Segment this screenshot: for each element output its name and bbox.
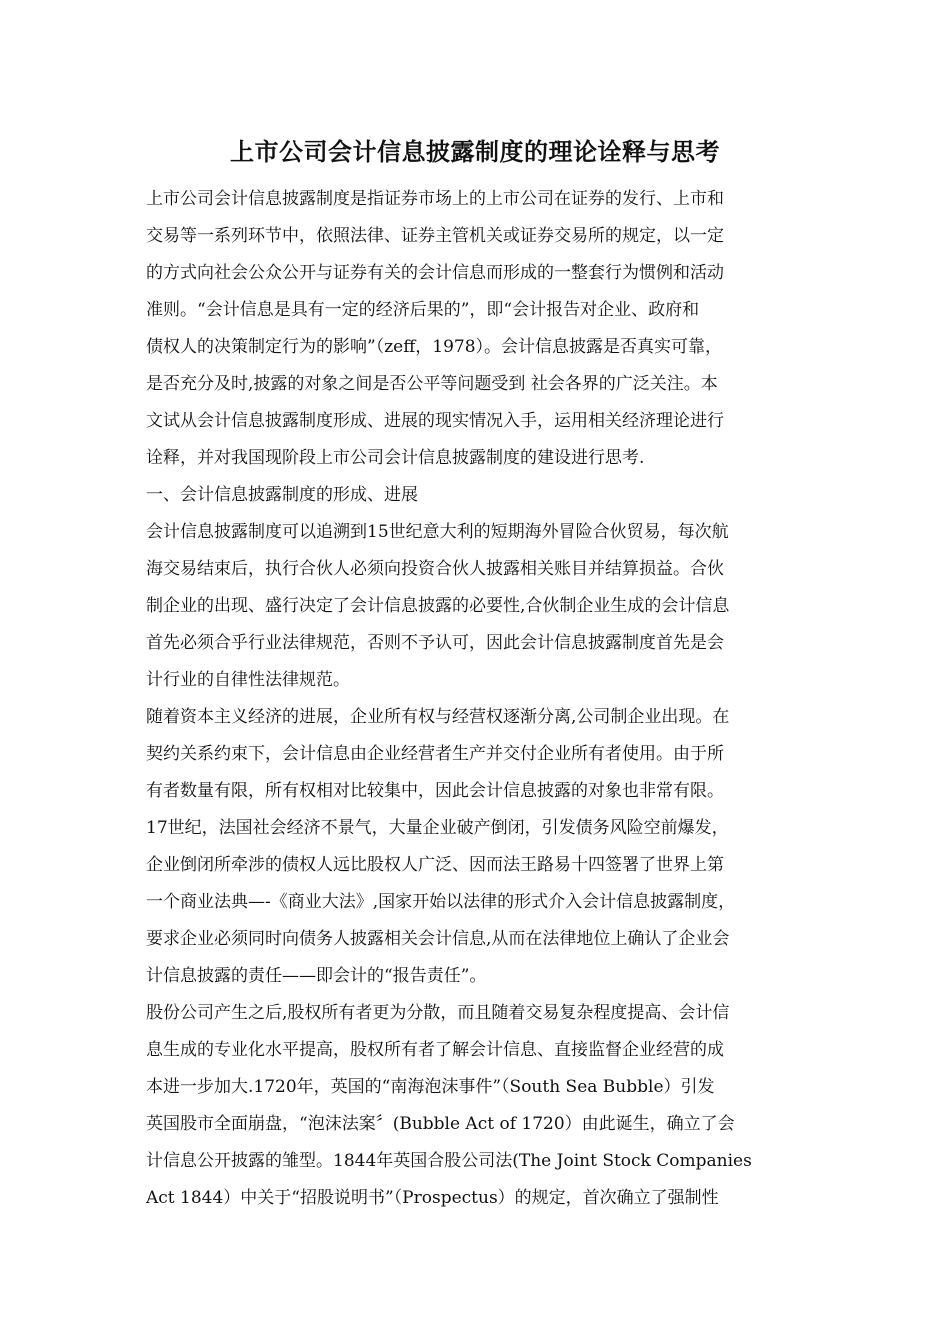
text-line: 债权人的决策制定行为的影响”（zeff，1978）。会计信息披露是否真实可靠， [146,337,723,357]
text-line: 17世纪，法国社会经济不景气，大量企业破产倒闭，引发债务风险空前爆发， [146,818,729,838]
text-line: 是否充分及时,披露的对象之间是否公平等问题受到 社会各界的广泛关注。本 [146,374,718,394]
document-body [146,181,822,1217]
text-line: 上市公司会计信息披露制度是指证券市场上的上市公司在证券的发行、上市和 [146,189,724,209]
text-line: 计行业的自律性法律规范。 [146,670,350,690]
text-line: Act 1844）中关于“招股说明书”（Prospectus）的规定，首次确立了强制性 [146,1188,719,1208]
text-line: 股份公司产生之后,股权所有者更为分散，而且随着交易复杂程度提高、会计信 [146,1003,730,1023]
text-line: 有者数量有限，所有权相对比较集中，因此会计信息披露的对象也非常有限。 [146,781,724,801]
document-title: 上市公司会计信息披露制度的理论诠释与思考 [230,138,720,166]
text-line: 会计信息披露制度可以追溯到15世纪意大利的短期海外冒险合伙贸易，每次航 [146,522,729,542]
text-line: 一个商业法典—-《商业大法》,国家开始以法律的形式介入会计信息披露制度， [146,892,736,912]
text-line: 计信息公开披露的雏型。1844年英国合股公司法(The Joint Stock Companies [146,1151,752,1171]
text-line: 海交易结束后，执行合伙人必须向投资合伙人披露相关账目并结算损益。合伙 [146,559,724,579]
text-line: 企业倒闭所牵涉的债权人远比股权人广泛、因而法王路易十四签署了世界上第 [146,855,724,875]
text-line: 准则。“会计信息是具有一定的经济后果的”，即“会计报告对企业、政府和 [146,300,700,320]
text-line: 交易等一系列环节中，依照法律、证券主管机关或证券交易所的规定，以一定 [146,226,724,246]
text-line: 制企业的出现、盛行决定了会计信息披露的必要性,合伙制企业生成的会计信息 [146,596,730,616]
text-line: 要求企业必须同时向债务人披露相关会计信息,从而在法律地位上确认了企业会 [146,929,730,949]
text-line: 英国股市全面崩盘，“泡沫法案〞(Bubble Act of 1720）由此诞生，确立了会 [146,1114,735,1134]
text-line: 一、会计信息披露制度的形成、进展 [146,485,418,505]
text-line: 诠释，并对我国现阶段上市公司会计信息披露制度的建设进行思考. [146,448,645,468]
text-line: 随着资本主义经济的进展，企业所有权与经营权逐渐分离,公司制企业出现。在 [146,707,730,727]
text-line: 息生成的专业化水平提高，股权所有者了解会计信息、直接监督企业经营的成 [146,1040,724,1060]
text-line: 首先必须合乎行业法律规范，否则不予认可，因此会计信息披露制度首先是会 [146,633,724,653]
text-line: 本进一步加大.1720年，英国的“南海泡沫事件”（South Sea Bubble）引发 [146,1077,715,1097]
text-line: 文试从会计信息披露制度形成、进展的现实情况入手，运用相关经济理论进行 [146,411,724,431]
text-line: 的方式向社会公众公开与证券有关的会计信息而形成的一整套行为惯例和活动 [146,263,724,283]
text-line: 计信息披露的责任——即会计的“报告责任”。 [146,966,487,986]
text-line: 契约关系约束下，会计信息由企业经营者生产并交付企业所有者使用。由于所 [146,744,724,764]
